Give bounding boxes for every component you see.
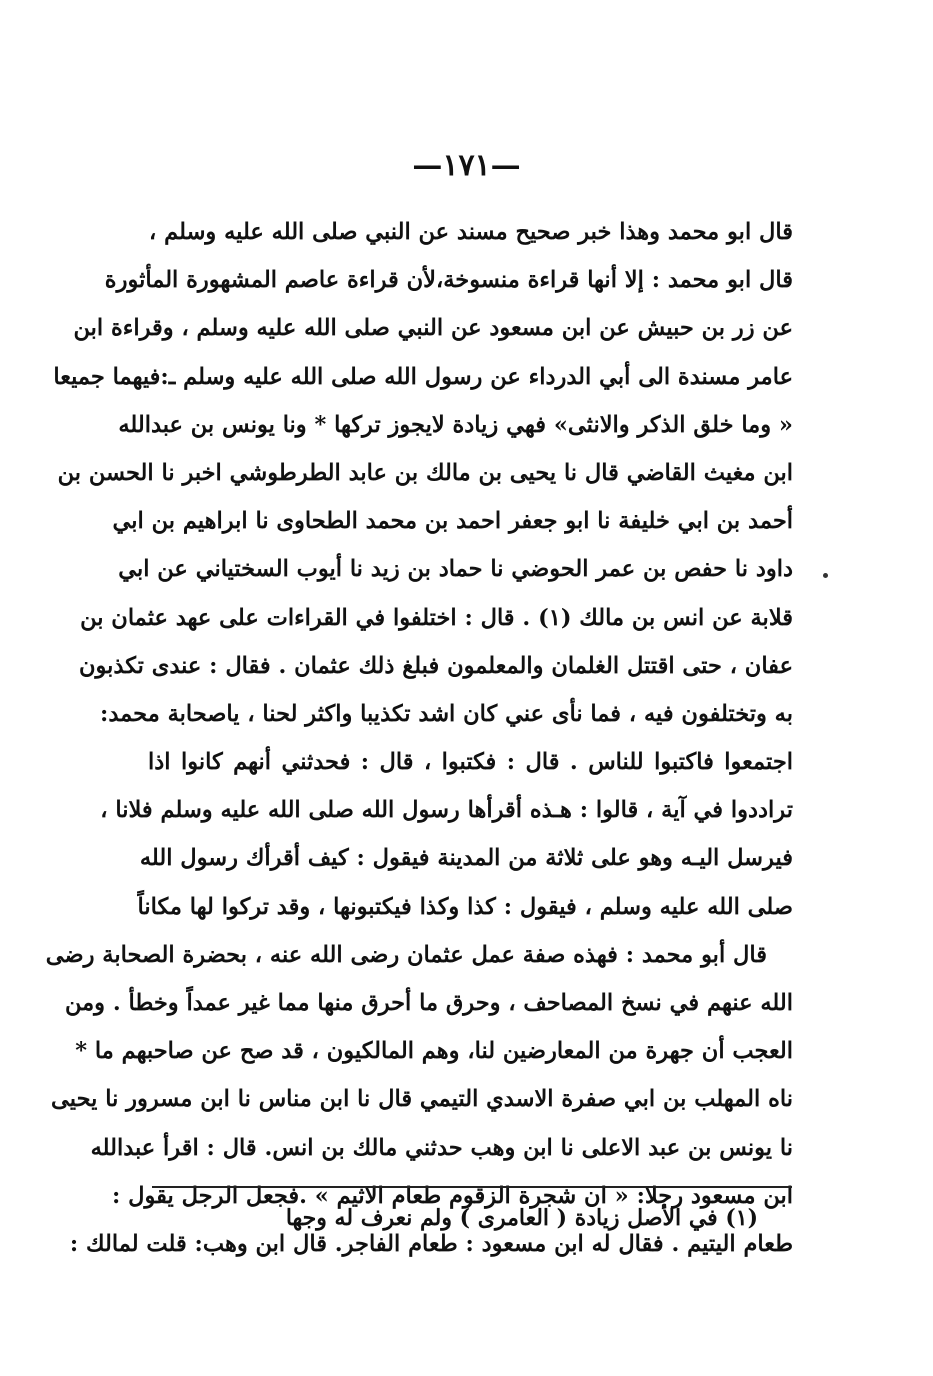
text-line: الله عنهم في نسخ المصاحف ، وحرق ما أحرق منها مما غير عمداً وخطأ . ومن xyxy=(65,990,793,1016)
text-line: ابن مسعود رجلا: « ان شجرة الزقوم طعام الاثيم » .فجعل الرجل يقول : xyxy=(112,1182,793,1209)
footnote-separator xyxy=(152,1186,792,1188)
text-line: داود نا حفص بن عمر الحوضي نا حماد بن زيد نا أيوب السختياني عن ابي xyxy=(118,556,793,583)
text-line: به وتختلفون فيه ، فما نأى عني كان اشد تكذيبا واكثر لحنا ، ياصحابة محمد: xyxy=(100,700,793,727)
text-line: عامر مسندة الى أبي الدرداء عن رسول الله صلى الله عليه وسلم ـ:فيهما جميعا xyxy=(53,363,793,390)
page-number: —١٧١— xyxy=(412,148,521,183)
text-line: قلابة عن انس بن مالك (١) . قال : اختلفوا في القراءات على عهد عثمان بن xyxy=(80,604,793,631)
text-line: تراددوا في آية ، قالوا : هـذه أقرأها رسول الله صلى الله عليه وسلم فلانا ، xyxy=(100,797,793,824)
text-line: صلى الله عليه وسلم ، فيقول : كذا وكذا فيكتبونها ، وقد تركوا لها مكاناً xyxy=(137,893,793,920)
text-line: طعام اليتيم . فقال له ابن مسعود : طعام الفاجر. قال ابن وهب: قلت لمالك : xyxy=(69,1230,793,1257)
text-line: اجتمعوا فاكتبوا للناس . قال : فكتبوا ، قال : فحدثني أنهم كانوا اذا xyxy=(148,749,793,776)
text-line: عن زر بن حبيش عن ابن مسعود عن النبي صلى الله عليه وسلم ، وقراءة ابن xyxy=(73,315,793,342)
margin-mark xyxy=(823,573,828,578)
text-line: العجب أن جهرة من المعارضين لنا، وهم المالكيون ، قد صح عن صاحبهم ما * xyxy=(75,1038,793,1065)
text-line: نا يونس بن عبد الاعلى نا ابن وهب حدثني مالك بن انس. قال : اقرأ عبدالله xyxy=(90,1134,793,1161)
text-line: عفان ، حتى اقتتل الغلمان والمعلمون فبلغ ذلك عثمان . فقال : عندى تكذبون xyxy=(78,652,793,679)
text-line: ابن مغيث القاضي قال نا يحيى بن مالك بن عابد الطرطوشي اخبر نا الحسن بن xyxy=(57,459,793,486)
text-line: قال أبو محمد : فهذه صفة عمل عثمان رضى الله عنه ، بحضرة الصحابة رضى xyxy=(45,941,767,968)
text-line: فيرسل اليـه وهو على ثلاثة من المدينة فيقول : كيف أقرأك رسول الله xyxy=(139,845,793,872)
footnote: (١) في الأصل زيادة ( العامرى ) ولم نعرف له وجها xyxy=(285,1205,758,1231)
text-line: قال ابو محمد : إلا أنها قراءة منسوخة،لأن قراءة عاصم المشهورة المأثورة xyxy=(104,267,793,294)
text-line: قال ابو محمد وهذا خبر صحيح مسند عن النبي صلى الله عليه وسلم ، xyxy=(149,219,793,245)
text-line: ناه المهلب بن ابي صفرة الاسدي التيمي قال نا ابن مناس نا ابن مسرور نا يحيى xyxy=(51,1086,793,1113)
text-line: « وما خلق الذكر والانثى» فهي زيادة لايجوز تركها * ونا يونس بن عبدالله xyxy=(118,411,793,438)
text-line: أحمد بن ابي خليفة نا ابو جعفر احمد بن محمد الطحاوى نا ابراهيم بن ابي xyxy=(112,508,793,535)
main-text xyxy=(45,208,793,1268)
